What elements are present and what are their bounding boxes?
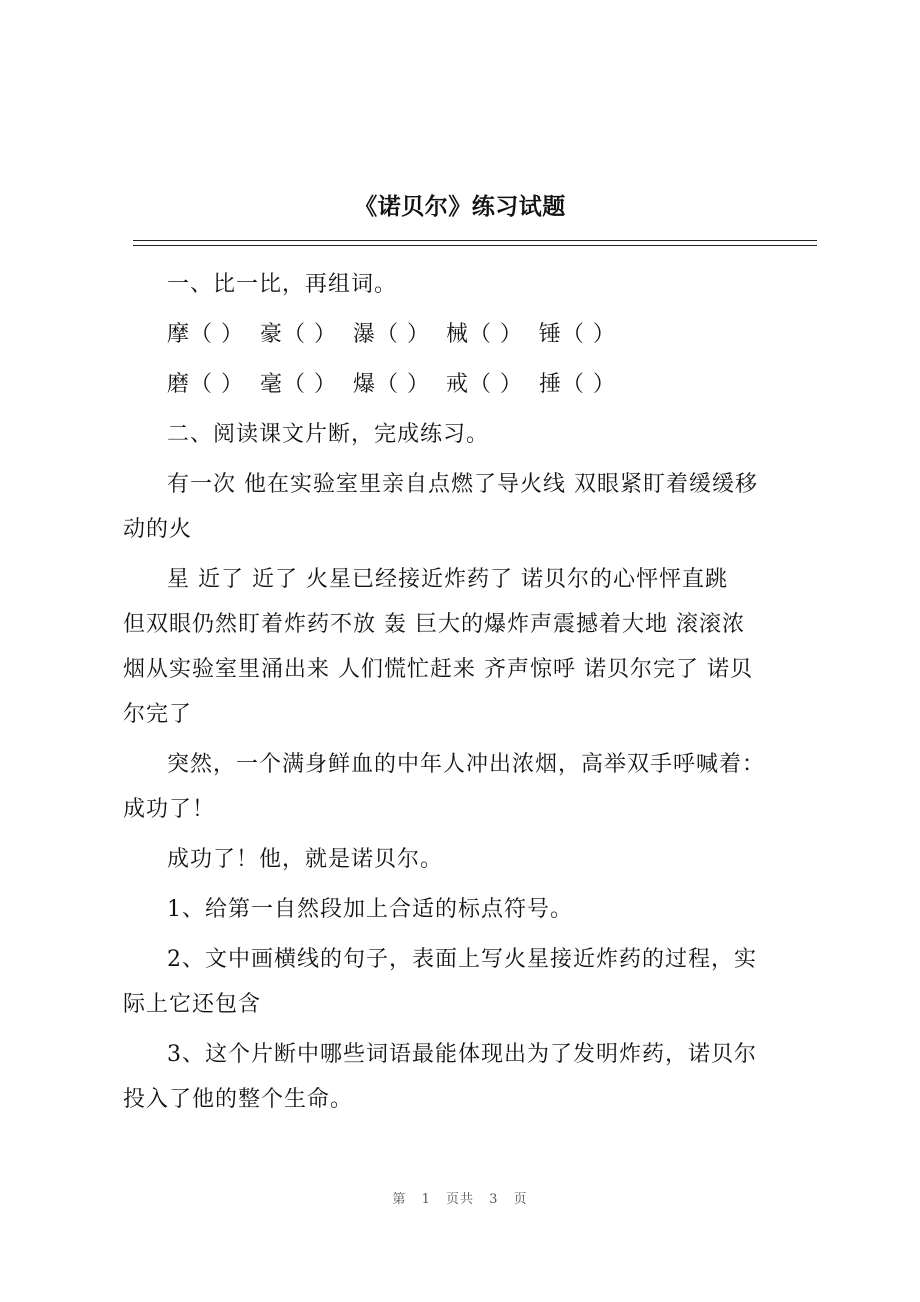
section2-heading: 二、阅读课文片断，完成练习。 xyxy=(167,422,490,447)
passage-paragraph-3 xyxy=(123,742,817,832)
passage-paragraph-4 xyxy=(123,837,817,882)
page-title: 《诺贝尔》练习试题 xyxy=(354,193,566,220)
passage-p2-line4: 尔完了 xyxy=(123,702,193,727)
title-divider-bottom xyxy=(133,245,817,246)
footer-total-pages: 3 xyxy=(489,1192,499,1207)
footer-label-of: 页共 xyxy=(445,1192,474,1207)
passage-p2-line3: 烟从实验室里涌出来 人们慌忙赶来 齐声惊呼 诺贝尔完了 诺贝 xyxy=(123,657,753,682)
passage-p1-line1: 有一次 他在实验室里亲自点燃了导火线 双眼紧盯着缓缓移 xyxy=(167,472,758,497)
section1-heading: 一、比一比，再组词。 xyxy=(167,272,398,297)
document-body xyxy=(123,262,817,1122)
footer-current-page: 1 xyxy=(421,1192,431,1207)
passage-p3-line2: 成功了！ xyxy=(123,797,216,822)
question-2 xyxy=(123,937,817,1027)
question-2-line1: 2、文中画横线的句子，表面上写火星接近炸药的过程，实 xyxy=(167,947,757,972)
word-compare-row-1: 摩（ ） 豪（ ） 瀑（ ） 械（ ） 锤（ ） xyxy=(167,322,616,347)
passage-p4-line1: 成功了！他，就是诺贝尔。 xyxy=(167,847,444,872)
passage-p3-line1: 突然，一个满身鲜血的中年人冲出浓烟，高举双手呼喊着： xyxy=(167,752,766,777)
passage-p2-line2: 但双眼仍然盯着炸药不放 轰 巨大的爆炸声震撼着大地 滚滚浓 xyxy=(123,612,745,637)
passage-p1-line2: 动的火 xyxy=(123,517,193,542)
question-3 xyxy=(123,1032,817,1122)
question-1 xyxy=(123,887,817,932)
passage-paragraph-2 xyxy=(123,557,817,737)
footer-label-end: 页 xyxy=(513,1192,528,1207)
question-2-line2: 际上它还包含 xyxy=(123,992,262,1017)
footer-label-page: 第 xyxy=(392,1192,407,1207)
passage-p2-line1: 星 近了 近了 火星已经接近炸药了 诺贝尔的心怦怦直跳 xyxy=(167,567,728,592)
word-compare-row-2: 磨（ ） 毫（ ） 爆（ ） 戒（ ） 捶（ ） xyxy=(167,372,616,397)
passage-paragraph-1 xyxy=(123,462,817,552)
question-3-line2: 投入了他的整个生命。 xyxy=(123,1087,354,1112)
page-footer xyxy=(0,1188,920,1207)
title-divider-top xyxy=(133,240,817,241)
question-3-line1: 3、这个片断中哪些词语最能体现出为了发明炸药，诺贝尔 xyxy=(167,1042,757,1067)
question-1-text: 1、给第一自然段加上合适的标点符号。 xyxy=(167,897,573,922)
